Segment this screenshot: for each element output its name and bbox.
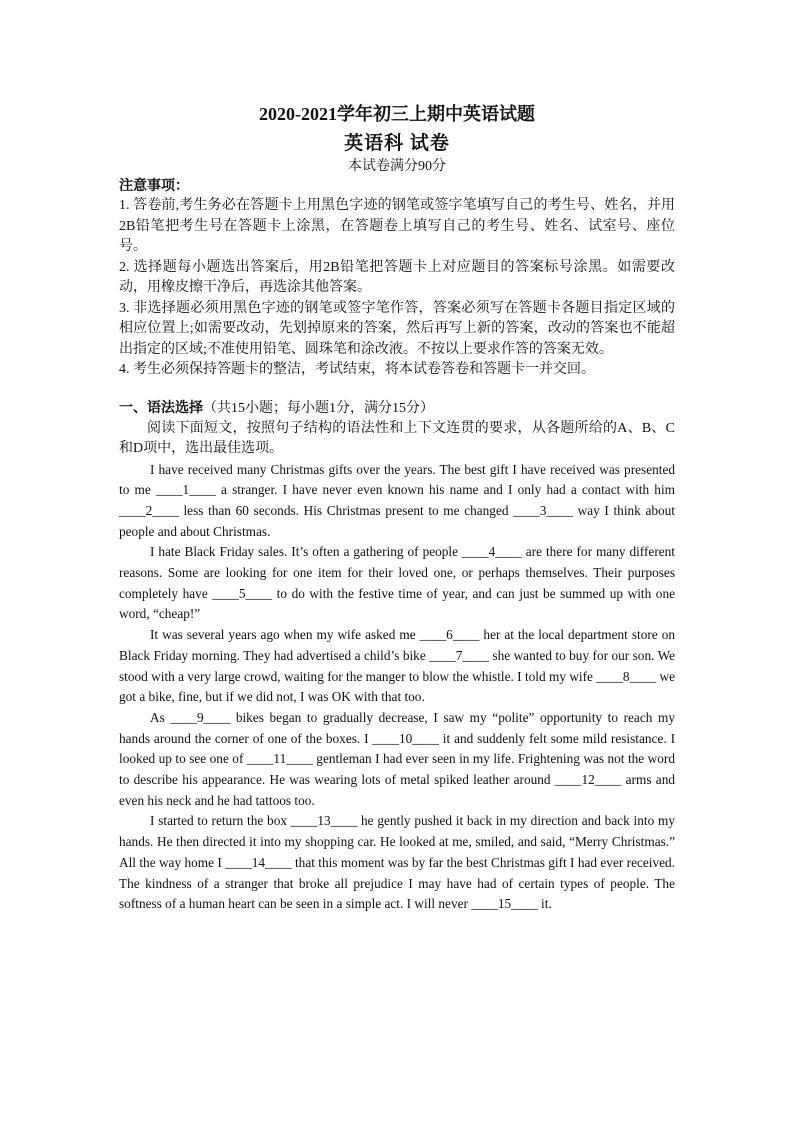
notice-item-4: 4. 考生必须保持答题卡的整洁，考试结束，将本试卷答卷和答题卡一并交回。	[119, 362, 595, 377]
exam-title: 2020-2021学年初三上期中英语试题	[259, 104, 535, 124]
passage-paragraph-3: It was several years ago when my wife asked me ____6____ her at the local department store on Black Friday morning. They had advertised a child’s bike ____7____ she wanted to buy for our son. We stood with a very large crowd, waiting for the manger to blow the whistle. I told my wife ____8____ we got a bike, fine, but if we did not, I was OK with that too.	[119, 627, 675, 705]
section-title	[119, 399, 675, 419]
exam-subtitle: 英语科 试卷	[344, 133, 450, 154]
passage-paragraph-1: I have received many Christmas gifts over the years. The best gift I have received was presented to me ____1____ a stranger. I have never even known his name and I only had a contact with him ____2____ less than 60 seconds. His Christmas present to me changed ____3____ way I think about people and about Christmas.	[119, 461, 675, 539]
notice-item-3: 3. 非选择题必须用黑色字迹的钢笔或签字笔作答，答案必须写在答题卡各题目指定区域的相应位置上;如需要改动，先划掉原来的答案，然后再写上新的答案，改动的答案也不能超出指定的区域;不准使用铅笔、圆珠笔和涂改液。不按以上要求作答的答案无效。	[119, 300, 675, 357]
notice-heading: 注意事项：	[119, 179, 189, 194]
notice-item-1: 1. 答卷前,考生务必在答题卡上用黑色字迹的钢笔或签字笔填写自己的考生号、姓名，并用2B铅笔把考生号在答题卡上涂黑，在答题卷上填写自己的考生号、姓名、试室号、座位号。	[119, 198, 675, 254]
passage-paragraph-4: As ____9____ bikes began to gradually decrease, I saw my “polite” opportunity to reach my hands around the corner of one of the boxes. I ____10____ it and suddenly felt some mild resistance. I looked up to see one of ____11____ gentleman I had ever seen in my life. Frightening was not the word to describe his appearance. He was wearing lots of metal spiked leather around ____12____ arms and even his neck and he had tattoos too.	[119, 709, 675, 808]
section-title-main: 一、语法选择	[119, 400, 203, 416]
passage-paragraph-2: I hate Black Friday sales. It’s often a gathering of people ____4____ are there for many different reasons. Some are looking for one item for their loved one, or perhaps themselves. Their purposes completely have ____5____ to do with the festive time of year, and can just be summed up with one word, “cheap!”	[119, 544, 675, 622]
notice-item-2: 2. 选择题每小题选出答案后，用2B铅笔把答题卡上对应题目的答案标号涂黑。如需要改动，用橡皮擦干净后，再选涂其他答案。	[119, 259, 675, 295]
section-instruction: 阅读下面短文，按照句子结构的语法性和上下文连贯的要求，从各题所给的A、B、C和D项中，选出最佳选项。	[119, 420, 675, 456]
exam-page	[119, 100, 675, 915]
section-spacer	[119, 381, 675, 399]
score-note: 本试卷满分90分	[348, 159, 446, 174]
section-title-detail: （共15小题；每小题1分，满分15分）	[203, 400, 434, 416]
passage-paragraph-5: I started to return the box ____13____ he gently pushed it back in my direction and back into my hands. He then directed it into my shopping car. He looked at me, smiled, and said, “Merry Christmas.” All the way home I ____14____ that this moment was by far the best Christmas gift I had ever received. The kindness of a stranger that broke all prejudice I may have had of certain types of people. The softness of a human heart can be seen in a simple act. I will never ____15____ it.	[119, 813, 675, 912]
